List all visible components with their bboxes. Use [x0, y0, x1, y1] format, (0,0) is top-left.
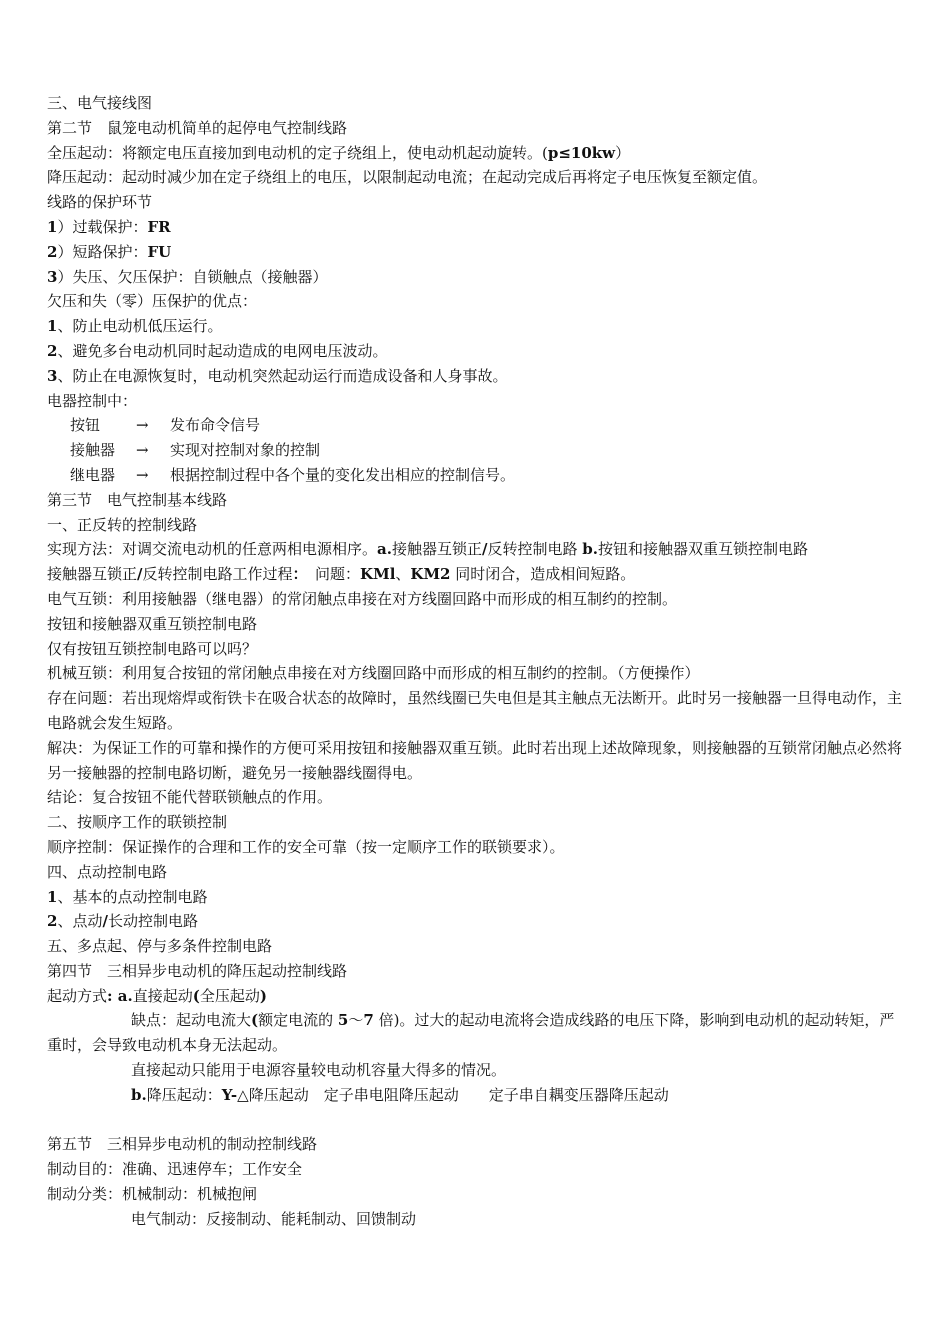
- jog-item-2: 2、点动/长动控制电路: [47, 912, 198, 931]
- control-heading: 电器控制中：: [47, 391, 138, 410]
- advantage-1: 1、防止电动机低压运行。: [47, 317, 223, 336]
- section-5-title: 第五节 三相异步电动机的制动控制线路: [47, 1135, 318, 1154]
- protection-heading: 线路的保护环节: [47, 193, 153, 212]
- multi-point-heading: 五、多点起、停与多条件控制电路: [47, 937, 273, 956]
- sequence-heading: 二、按顺序工作的联锁控制: [47, 813, 228, 832]
- solution-paragraph: 解决：为保证工作的可靠和操作的方便可采用按钮和接触器双重互锁。此时若出现上述故障现象，则接触器的互锁常闭触点必然将另一接触器的控制电路切断，避免另一接触器线圈得电。: [47, 738, 903, 782]
- protection-item-2: 2）短路保护：FU: [47, 242, 172, 261]
- document-page: [47, 91, 907, 1232]
- reduced-voltage-start: 降压起动：起动时减少加在定子绕组上的电压，以限制起动电流；在起动完成后再将定子电压恢复至额定值。: [47, 168, 768, 187]
- question-line: 仅有按钮互锁控制电路可以吗？: [47, 639, 258, 658]
- double-interlock-heading: 按钮和接触器双重互锁控制电路: [47, 614, 258, 633]
- mechanical-interlock: 机械互锁：利用复合按钮的常闭触点串接在对方线圈回路中而形成的相互制约的控制。（方便操作）: [47, 664, 700, 683]
- protection-item-1: 1）过载保护：FR: [47, 217, 171, 236]
- heading-wiring-diagram: 三、电气接线图: [47, 94, 153, 112]
- spacer: [47, 1108, 907, 1133]
- advantage-2: 2、避免多台电动机同时起动造成的电网电压波动。: [47, 341, 388, 360]
- section-4-title: 第四节 三相异步电动机的降压起动控制线路: [47, 961, 348, 980]
- full-voltage-start: 全压起动：将额定电压直接加到电动机的定子绕组上，使电动机起动旋转。(p≤10kw）: [47, 143, 631, 162]
- control-row-contactor: 接触器 → 实现对控制对象的控制: [47, 438, 907, 463]
- section-3-title: 第三节 电气控制基本线路: [47, 490, 228, 509]
- sequence-control: 顺序控制：保证操作的合理和工作的安全可靠（按一定顺序工作的联锁要求）。: [47, 837, 565, 856]
- working-process: 接触器互锁正/反转控制电路工作过程： 问题：KMl、KM2 同时闭合，造成相间短路。: [47, 565, 636, 584]
- jog-heading: 四、点动控制电路: [47, 862, 168, 881]
- jog-item-1: 1、基本的点动控制电路: [47, 887, 208, 906]
- conclusion: 结论：复合按钮不能代替联锁触点的作用。: [47, 788, 333, 807]
- forward-reverse-heading: 一、正反转的控制线路: [47, 515, 198, 534]
- arrow-icon: →: [136, 465, 149, 484]
- arrow-icon: →: [136, 441, 149, 460]
- electrical-interlock: 电气互锁：利用接触器（继电器）的常闭触点串接在对方线圈回路中而形成的相互制约的控制。: [47, 589, 678, 608]
- start-methods: 起动方式: a.直接起动(全压起动): [47, 986, 267, 1005]
- control-row-relay: 继电器 → 根据控制过程中各个量的变化发出相应的控制信号。: [47, 463, 907, 488]
- braking-purpose: 制动目的：准确、迅速停车；工作安全: [47, 1160, 303, 1179]
- advantage-3: 3、防止在电源恢复时，电动机突然起动运行而造成设备和人身事故。: [47, 366, 508, 385]
- direct-start-usage: 直接起动只能用于电源容量较电动机容量大得多的情况。: [131, 1061, 507, 1080]
- section-2-title: 第二节 鼠笼电动机简单的起停电气控制线路: [47, 118, 348, 137]
- braking-classification: 制动分类：机械制动：机械抱闸: [47, 1185, 258, 1204]
- advantages-heading: 欠压和失（零）压保护的优点：: [47, 292, 258, 311]
- arrow-icon: →: [136, 416, 149, 435]
- control-row-button: 按钮 → 发布命令信号: [47, 413, 907, 438]
- existing-problem: 存在问题：若出现熔焊或衔铁卡在吸合状态的故障时，虽然线圈已失电但是其主触点无法断开。此时另一接触器一旦得电动作，主电路就会发生短路。: [47, 689, 903, 732]
- electrical-braking: 电气制动：反接制动、能耗制动、回馈制动: [131, 1209, 417, 1228]
- implementation-method: 实现方法：对调交流电动机的任意两相电源相序。a.接触器互锁正/反转控制电路 b.按钮和接触器双重互锁控制电路: [47, 540, 808, 559]
- reduced-start-methods: b.降压起动：Y-△降压起动 定子串电阻降压起动 定子串自耦变压器降压起动: [131, 1085, 669, 1104]
- direct-start-drawback: 缺点：起动电流大(额定电流的 5～7 倍)。过大的起动电流将会造成线路的电压下降，影响到电动机的起动转矩，严重时，会导致电动机本身无法起动。: [47, 1011, 895, 1055]
- protection-item-3: 3）失压、欠压保护：自锁触点（接触器）: [47, 267, 328, 286]
